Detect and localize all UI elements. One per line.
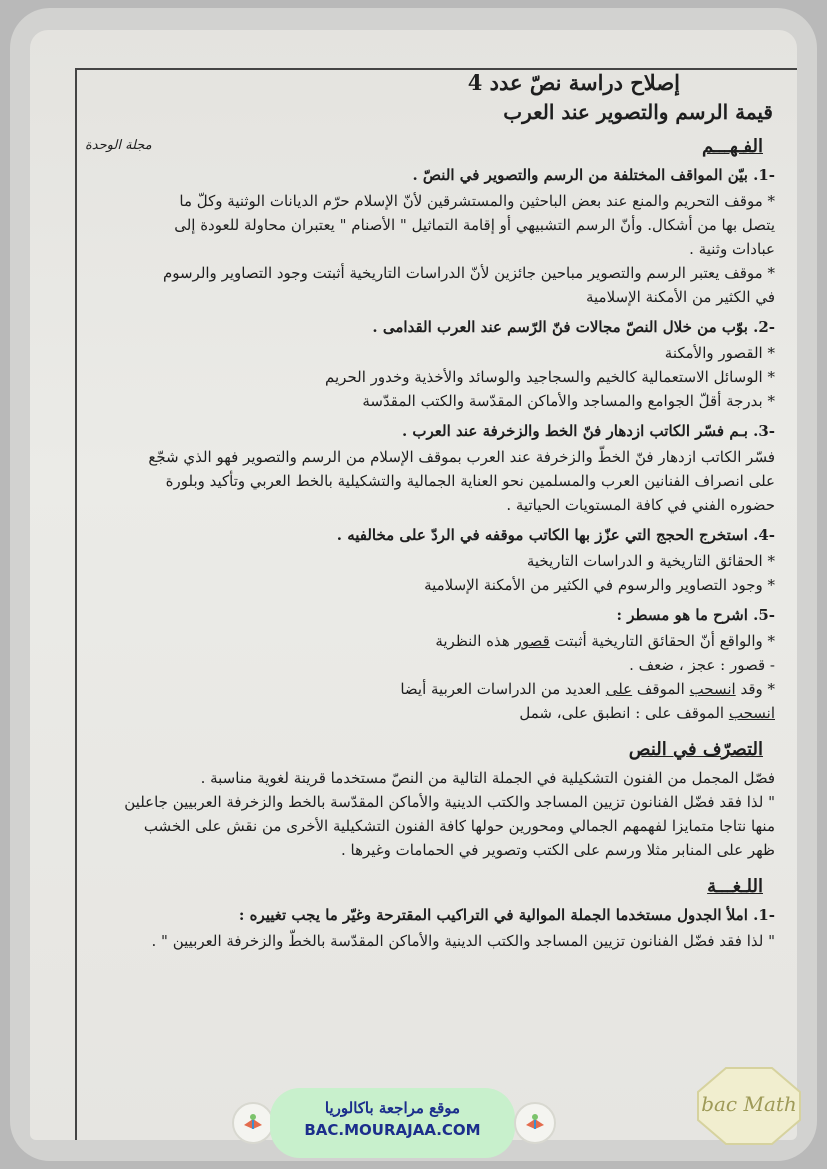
text-segment: * وقد [735,680,775,698]
question-1-text: -1. بيّن المواقف المختلفة من الرسم والتصوير في النصّ . [412,166,775,184]
list-item: * الحقائق التاريخية و الدراسات التاريخية [526,552,775,570]
site-badge[interactable] [270,1088,515,1158]
question-4-text: -4. استخرج الحجج التي عزّز بها الكاتب موقفه في الردّ على مخالفيه . [336,526,775,544]
answer-line: حضوره الفني في كافة المستويات الحياتية . [506,496,775,514]
answer-line: في الكثير من الأمكنة الإسلامية [585,288,775,306]
site-logo-icon [514,1102,556,1144]
question-3-text: -3. بـم فسّر الكاتب ازدهار فنّ الخط والزخرفة عند العرب . [401,422,775,440]
answer-line [85,677,775,701]
list-item: * القصور والأمكنة [664,344,775,362]
question-language-1: -1. املأ الجدول مستخدما الجملة الموالية في التراكيب المقترحة وغيّر ما يجب تغييره : [238,906,775,924]
question-5 [85,603,775,725]
underlined-word: انسحب [728,704,775,722]
document-subtitle: قيمة الرسم والتصوير عند العرب [503,100,773,124]
document-title: إصلاح دراسة نصّ عدد 4 [467,70,680,95]
question-4 [85,523,775,597]
question-2 [85,315,775,413]
document-content [85,60,775,957]
underlined-word: قصور [514,632,550,650]
text-segment: * والواقع أنّ الحقائق التاريخية أثبتت [549,632,775,650]
answer-line: * موقف التحريم والمنع عند بعض الباحثين والمستشرقين لأنّ الإسلام حرّم الديانات الوثنية وكلّ ما [179,192,775,210]
section-tasarruf: التصرّف في النص [628,739,763,760]
language-block [85,903,775,953]
site-logo-icon [232,1102,274,1144]
answer-line: فسّر الكاتب ازدهار فنّ الخطّ والزخرفة عند العرب بموقف الإسلام من الرسم والتصوير فهو الذي شجّع [148,448,775,466]
question-1 [85,163,775,309]
answer-line [85,701,775,725]
list-item: * وجود التصاوير والرسوم في الكثير من الأمكنة الإسلامية [424,576,775,594]
answer-line [85,629,775,653]
bacmath-logo [696,1066,802,1146]
site-url[interactable]: BAC.MOURAJAA.COM [304,1121,481,1139]
question-3 [85,419,775,517]
text-segment: هذه النظرية [435,632,515,650]
answer-line: عبادات وثنية . [689,240,775,258]
section-comprehension: الفـهـــم [702,136,763,157]
answer-line: " لذا فقد فضّل الفنانون تزيين المساجد والكتب الدينية والأماكن المقدّسة بالخط والزخرفة العربيين جاعلين [124,793,775,811]
question-2-text: -2. بوّب من خلال النصّ مجالات فنّ الرّسم عند العرب القدامى . [372,318,775,336]
question-5-text: -5. اشرح ما هو مسطر : [616,606,775,624]
list-item: * بدرجة أقلّ الجوامع والمساجد والأماكن المقدّسة والكتب المقدّسة [362,392,775,410]
underlined-word: انسحب [689,680,736,698]
source-label: مجلة الوحدة [85,138,152,153]
section-language: اللـغـــة [707,876,763,897]
tasarruf-block [85,766,775,862]
answer-line: - قصور : عجز ، ضعف . [629,656,775,674]
text-segment: الموقف [632,680,690,698]
text-segment: الموقف على : انطبق على، شمل [519,704,729,722]
underlined-word: على [605,680,633,698]
site-name-arabic[interactable]: موقع مراجعة باكالوريا [324,1099,461,1117]
answer-line: فصّل المجمل من الفنون التشكيلية في الجملة التالية من النصّ مستخدما قرينة لغوية مناسبة . [200,769,775,787]
answer-line: " لذا فقد فضّل الفنانون تزيين المساجد والكتب الدينية والأماكن المقدّسة بالخطّ والزخرفة العربيين " . [151,932,775,950]
answer-line: على انصراف الفنانين العرب والمسلمين نحو العناية الجمالية والتشكيلية بالخط العربي وتأكيد وبلورة [165,472,775,490]
list-item: * الوسائل الاستعمالية كالخيم والسجاجيد والوسائد والأخذية وخدور الحريم [325,368,775,386]
answer-line: منها نتاجا متمايزا لفهمهم الجمالي ومحورين حولها كافة الفنون التشكيلية الأخرى من نقش على الخشب [143,817,775,835]
answer-line: * موقف يعتبر الرسم والتصوير مباحين جائزين لأنّ الدراسات التاريخية أثبتت وجود التصاوير والرسوم [162,264,775,282]
text-segment: العديد من الدراسات العربية أيضا [400,680,606,698]
answer-line: ظهر على المنابر مثلا ورسم على الكتب وتصوير في الحمامات وغيرها . [340,841,775,859]
bacmath-logo-text: bac Math [701,1092,797,1116]
answer-line: يتصل بها من أشكال. وأنّ الرسم التشبيهي أو إقامة التماثيل " الأصنام " يعتبران محاولة للعودة إلى [174,216,775,234]
